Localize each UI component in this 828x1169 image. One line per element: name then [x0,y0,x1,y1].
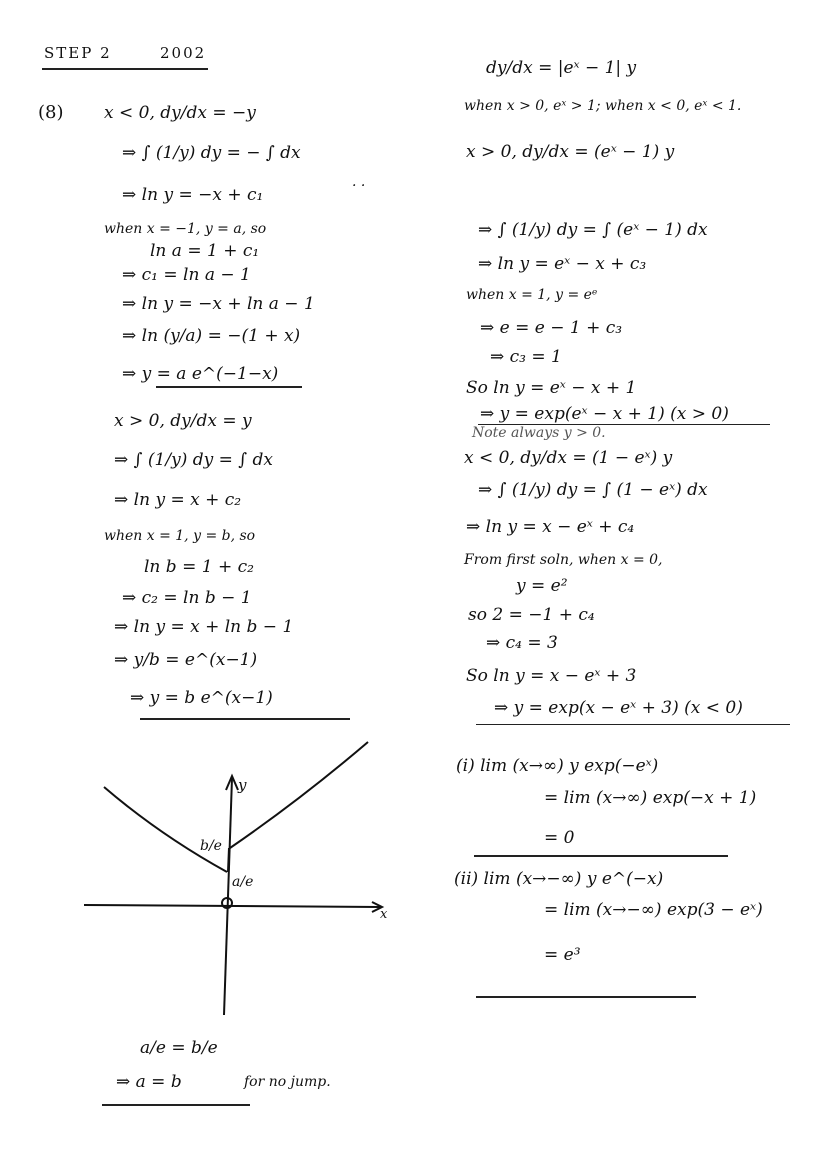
right-line-7: ⇒ e = e − 1 + c₃ [480,318,623,338]
stray-dots: · · [352,178,366,194]
curve-right-branch [230,742,368,848]
right-underline-4 [476,996,696,998]
right-line-14: ⇒ ln y = x − eˣ + c₄ [466,517,635,537]
left-line-18: ⇒ y = b e^(x−1) [130,688,273,708]
right-line-4: ⇒ ∫ (1/y) dy = ∫ (eˣ − 1) dx [478,220,708,240]
left-line-4: when x = −1, y = a, so [104,221,267,237]
right-line-3: x > 0, dy/dx = (eˣ − 1) y [466,142,675,162]
right-line-12: x < 0, dy/dx = (1 − eˣ) y [464,448,673,468]
left-line-16: ⇒ ln y = x + ln b − 1 [114,617,294,637]
right-line-23: = 0 [544,828,575,848]
right-line-8: ⇒ c₃ = 1 [490,347,562,367]
left-line-12: ⇒ ln y = x + c₂ [114,490,242,510]
conclusion-eq2: ⇒ a = b [116,1072,182,1092]
right-line-22: = lim (x→∞) exp(−x + 1) [544,788,757,808]
left-line-2: ⇒ ∫ (1/y) dy = − ∫ dx [122,143,301,163]
y-axis [224,778,232,1015]
y-axis-label: y [238,776,247,794]
left-line-6: ⇒ c₁ = ln a − 1 [122,265,251,285]
right-line-13: ⇒ ∫ (1/y) dy = ∫ (1 − eˣ) dx [478,480,708,500]
right-line-9: So ln y = eˣ − x + 1 [466,378,637,398]
left-line-14: ln b = 1 + c₂ [144,557,254,577]
right-line-24: (ii) lim (x→−∞) y e^(−x) [454,869,664,889]
curve-left-branch [104,787,227,872]
right-line-15: From first soln, when x = 0, [464,552,663,568]
left-line-11: ⇒ ∫ (1/y) dy = ∫ dx [114,450,273,470]
jump-segment [228,848,229,872]
right-line-25: = lim (x→−∞) exp(3 − eˣ) [544,900,763,920]
left-line-3: ⇒ ln y = −x + c₁ [122,185,264,205]
right-line-20: ⇒ y = exp(x − eˣ + 3) (x < 0) [494,698,743,718]
right-line-16: y = e² [516,576,568,596]
conclusion-eq1: a/e = b/e [140,1038,218,1058]
right-line-2: when x > 0, eˣ > 1; when x < 0, eˣ < 1. [464,98,742,114]
upper-mark-label: b/e [200,838,222,854]
left-line-1: x < 0, dy/dx = −y [104,103,256,123]
right-underline-2 [476,724,790,725]
right-line-1: dy/dx = |eˣ − 1| y [486,58,637,78]
right-line-11: Note always y > 0. [472,425,606,441]
left-line-17: ⇒ y/b = e^(x−1) [114,650,258,670]
header-year: 2002 [160,44,207,62]
left-line-10: x > 0, dy/dx = y [114,411,252,431]
x-axis-label: x [380,907,388,922]
conclusion-underline [102,1104,250,1106]
left-line-9: ⇒ y = a e^(−1−x) [122,364,279,384]
left-line-13: when x = 1, y = b, so [104,528,256,544]
left-line-7: ⇒ ln y = −x + ln a − 1 [122,294,315,314]
question-number: (8) [38,102,64,123]
right-line-5: ⇒ ln y = eˣ − x + c₃ [478,254,647,274]
left-line-15: ⇒ c₂ = ln b − 1 [122,588,252,608]
left-line-8: ⇒ ln (y/a) = −(1 + x) [122,326,301,346]
left-line-5: ln a = 1 + c₁ [150,241,260,261]
right-line-21: (i) lim (x→∞) y exp(−eˣ) [456,756,659,776]
right-line-6: when x = 1, y = eᵉ [466,287,598,303]
right-line-19: So ln y = x − eˣ + 3 [466,666,637,686]
right-underline-3 [474,855,728,857]
right-line-18: ⇒ c₄ = 3 [486,633,558,653]
right-line-26: = e³ [544,945,581,965]
right-line-10: ⇒ y = exp(eˣ − x + 1) (x > 0) [480,404,729,424]
conclusion-note: for no jump. [244,1074,331,1090]
lower-mark-label: a/e [232,874,254,890]
header-title: STEP 2 [44,44,112,62]
right-line-17: so 2 = −1 + c₄ [468,605,595,625]
